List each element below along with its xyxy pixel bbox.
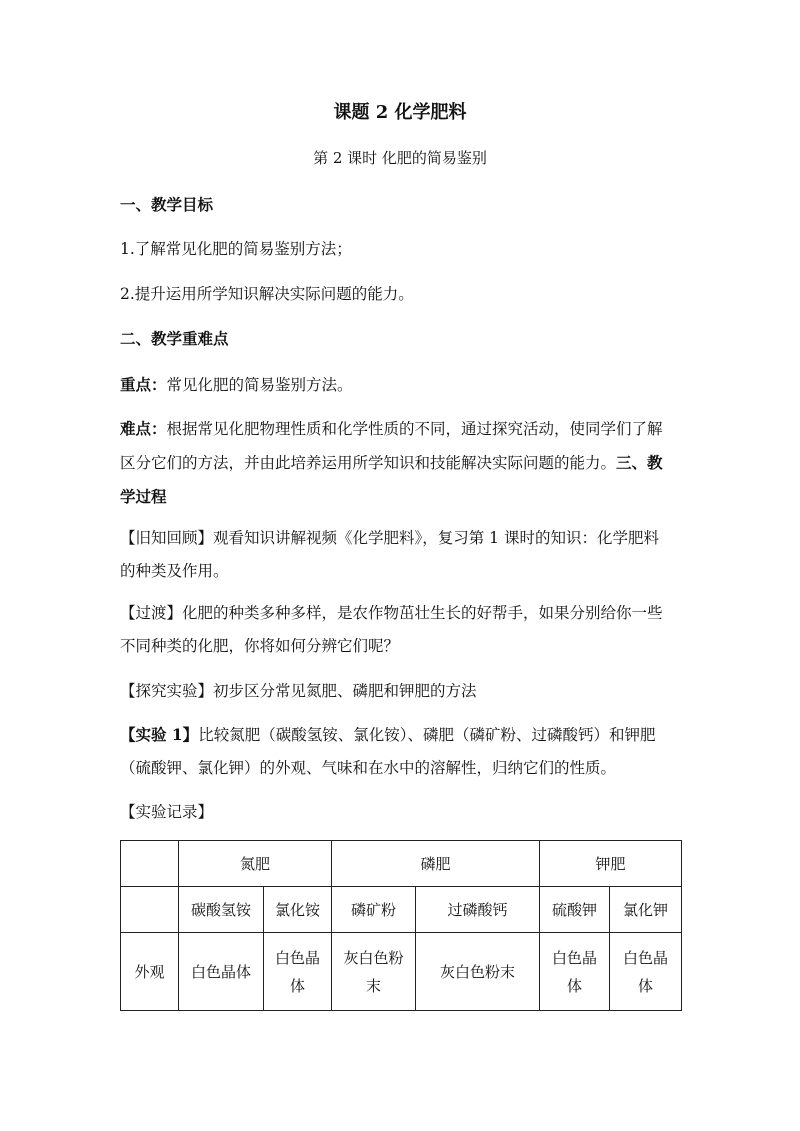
key-point-text: 常见化肥的简易鉴别方法。 bbox=[166, 376, 353, 394]
table-column-header: 氯化铵 bbox=[264, 887, 332, 933]
table-row bbox=[121, 887, 682, 933]
difficulty-text: 区分它们的方法，并由此培养运用所学知识和技能解决实际问题的能力。 bbox=[120, 454, 617, 472]
record-table bbox=[120, 840, 682, 1011]
experiment-1-text: 比较氮肥（碳酸氢铵、氯化铵）、磷肥（磷矿粉、过磷酸钙）和钾肥 bbox=[198, 726, 656, 744]
table-cell: 灰白色粉末 bbox=[332, 933, 416, 1011]
transition-paragraph: 【过渡】化肥的种类多种多样，是农作物茁壮生长的好帮手，如果分别给你一些 bbox=[120, 604, 663, 622]
table-cell-empty bbox=[121, 887, 179, 933]
record-label: 【实验记录】 bbox=[120, 803, 214, 821]
table-group-header: 钾肥 bbox=[540, 841, 682, 887]
transition-paragraph: 不同种类的化肥，你将如何分辨它们呢？ bbox=[120, 637, 400, 655]
page-title: 课题 2 化学肥料 bbox=[333, 102, 467, 123]
table-cell: 白色晶体 bbox=[540, 933, 610, 1011]
table-cell-empty bbox=[121, 841, 179, 887]
table-column-header: 碳酸氢铵 bbox=[179, 887, 264, 933]
page-subtitle: 第 2 课时 化肥的简易鉴别 bbox=[313, 149, 487, 167]
difficulty-label: 难点： bbox=[120, 419, 167, 438]
difficulty-line bbox=[120, 417, 663, 439]
difficulty-line bbox=[120, 451, 663, 473]
objective-item: 1.了解常见化肥的简易鉴别方法； bbox=[120, 240, 352, 258]
section-heading-key-points: 二、教学重难点 bbox=[120, 329, 229, 348]
key-point bbox=[120, 373, 353, 395]
table-cell: 白色晶体 bbox=[179, 933, 264, 1011]
table-row bbox=[121, 841, 682, 887]
section-heading-process-cont: 学过程 bbox=[120, 487, 167, 506]
table-column-header: 硫酸钾 bbox=[540, 887, 610, 933]
table-cell: 灰白色粉末 bbox=[416, 933, 540, 1011]
table-row-label: 外观 bbox=[121, 933, 179, 1011]
review-paragraph: 【旧知回顾】观看知识讲解视频《化学肥料》，复习第 1 课时的知识：化学肥料 bbox=[120, 529, 659, 547]
experiment-1 bbox=[120, 723, 655, 745]
table-cell: 白色晶体 bbox=[610, 933, 682, 1011]
difficulty-text: 根据常见化肥物理性质和化学性质的不同，通过探究活动，使同学们了解 bbox=[166, 420, 663, 438]
table-group-header: 磷肥 bbox=[332, 841, 540, 887]
key-point-label: 重点： bbox=[120, 375, 167, 394]
table-column-header: 磷矿粉 bbox=[332, 887, 416, 933]
review-paragraph: 的种类及作用。 bbox=[120, 562, 229, 580]
section-heading-process: 三、教 bbox=[616, 453, 663, 472]
table-column-header: 过磷酸钙 bbox=[416, 887, 540, 933]
table-row bbox=[121, 933, 682, 1011]
explore-experiment: 【探究实验】初步区分常见氮肥、磷肥和钾肥的方法 bbox=[120, 682, 477, 700]
section-heading-objectives: 一、教学目标 bbox=[120, 195, 214, 214]
table-group-header: 氮肥 bbox=[179, 841, 332, 887]
experiment-1-cont: （硫酸钾、氯化钾）的外观、气味和在水中的溶解性，归纳它们的性质。 bbox=[120, 759, 617, 777]
table-column-header: 氯化钾 bbox=[610, 887, 682, 933]
experiment-1-label: 【实验 1】 bbox=[120, 725, 199, 744]
objective-item: 2.提升运用所学知识解决实际问题的能力。 bbox=[120, 285, 414, 303]
table-cell: 白色晶体 bbox=[264, 933, 332, 1011]
